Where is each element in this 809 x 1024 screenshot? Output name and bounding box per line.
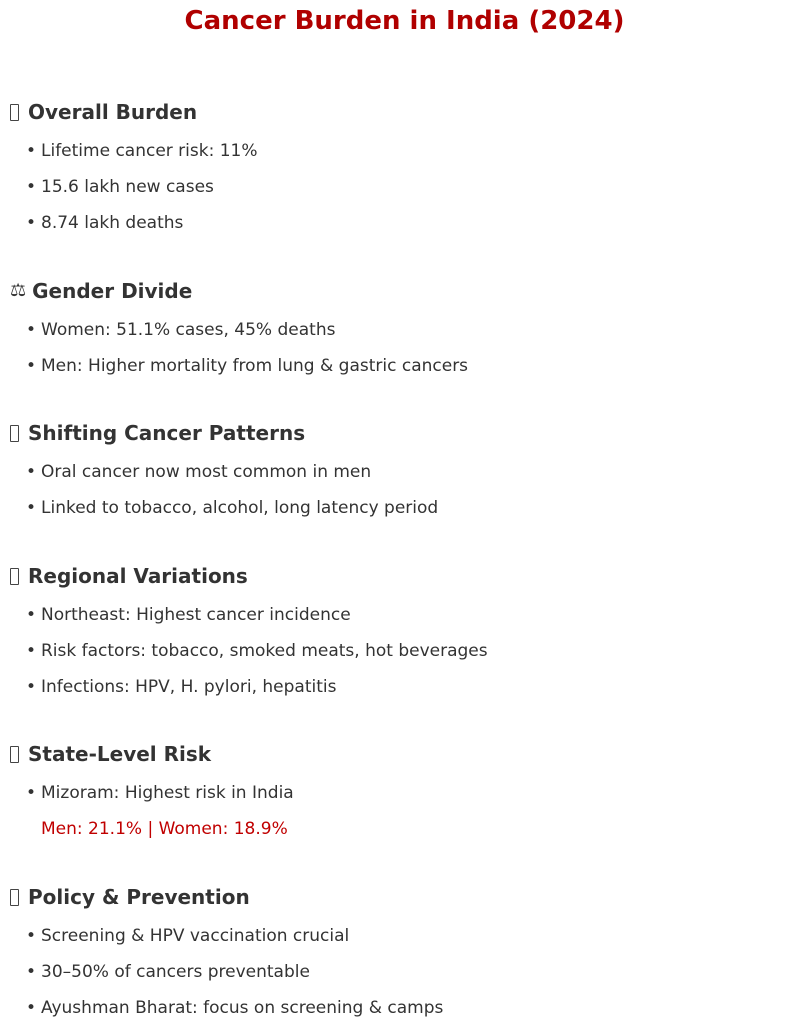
item-text: Lifetime cancer risk: 11% (41, 141, 258, 161)
list-item (10, 782, 294, 804)
list-item (10, 640, 488, 662)
section-regional-variations (10, 562, 488, 698)
list-item (10, 319, 468, 341)
item-text: Men: Higher mortality from lung & gastric cancers (41, 356, 469, 376)
missing-glyph-icon (10, 425, 19, 442)
item-text: 8.74 lakh deaths (41, 213, 184, 233)
page-title: Cancer Burden in India (2024) (184, 6, 625, 36)
heading-text: Policy & Prevention (28, 885, 250, 909)
bullet: • (26, 498, 37, 518)
list-item (10, 212, 258, 234)
missing-glyph-icon (10, 746, 19, 763)
item-text: Linked to tobacco, alcohol, long latency period (41, 498, 439, 518)
bullet: • (26, 641, 37, 661)
section-policy-prevention (10, 883, 443, 1019)
item-text: Screening & HPV vaccination crucial (41, 926, 350, 946)
bullet: • (26, 677, 37, 697)
bullet: • (26, 356, 37, 376)
list-item (10, 604, 488, 626)
scales-icon: ⚖ (10, 280, 27, 301)
heading-text: Overall Burden (28, 100, 198, 124)
section-heading (10, 740, 294, 768)
item-text: Oral cancer now most common in men (41, 462, 372, 482)
section-shifting-patterns (10, 419, 438, 519)
list-item (10, 925, 443, 947)
section-gender-divide (10, 277, 468, 377)
highlight-text: Men: 21.1% | Women: 18.9% (41, 819, 288, 839)
bullet: • (26, 926, 37, 946)
section-heading (10, 562, 488, 590)
heading-text: Shifting Cancer Patterns (28, 421, 306, 445)
item-text: 15.6 lakh new cases (41, 177, 214, 197)
heading-text: State-Level Risk (28, 742, 212, 766)
bullet: • (26, 783, 37, 803)
section-heading (10, 883, 443, 911)
heading-text: Gender Divide (32, 279, 193, 303)
item-text: Infections: HPV, H. pylori, hepatitis (41, 677, 337, 697)
list-item (10, 997, 443, 1019)
list-item (10, 461, 438, 483)
bullet: • (26, 962, 37, 982)
missing-glyph-icon (10, 889, 19, 906)
heading-text: Regional Variations (28, 564, 248, 588)
list-item (10, 676, 488, 698)
section-overall-burden (10, 98, 258, 234)
item-text: Ayushman Bharat: focus on screening & camps (41, 998, 444, 1018)
bullet: • (26, 998, 37, 1018)
bullet: • (26, 141, 37, 161)
missing-glyph-icon (10, 104, 19, 121)
list-item (10, 176, 258, 198)
section-heading (10, 98, 258, 126)
list-item (10, 140, 258, 162)
item-text: 30–50% of cancers preventable (41, 962, 310, 982)
bullet: • (26, 177, 37, 197)
bullet: • (26, 320, 37, 340)
bullet: • (26, 462, 37, 482)
missing-glyph-icon (10, 568, 19, 585)
section-heading (10, 277, 468, 305)
list-item (10, 355, 468, 377)
list-item (10, 497, 438, 519)
item-text: Mizoram: Highest risk in India (41, 783, 294, 803)
section-state-level-risk (10, 740, 294, 840)
item-text: Women: 51.1% cases, 45% deaths (41, 320, 336, 340)
item-text: Northeast: Highest cancer incidence (41, 605, 351, 625)
bullet: • (26, 605, 37, 625)
highlight-stat (10, 818, 294, 840)
list-item (10, 961, 443, 983)
item-text: Risk factors: tobacco, smoked meats, hot beverages (41, 641, 488, 661)
bullet: • (26, 213, 37, 233)
section-heading (10, 419, 438, 447)
